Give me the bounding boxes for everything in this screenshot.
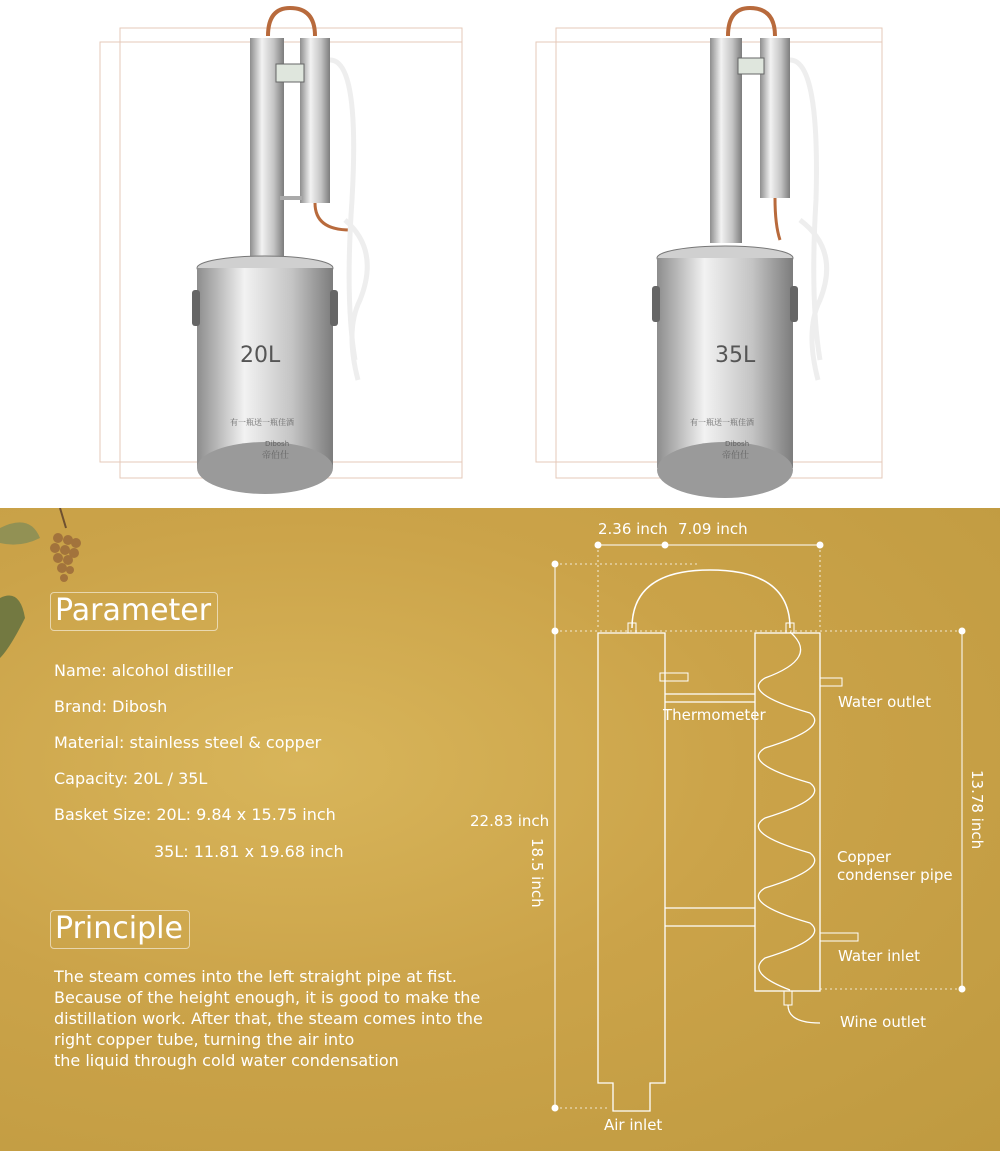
brand-cn: 帝伯仕 [722, 451, 750, 461]
param-capacity: Capacity: 20L / 35L [54, 769, 208, 788]
label-water-outlet: Water outlet [838, 693, 931, 711]
capacity-label: 20L [240, 343, 281, 368]
info-section [0, 508, 1000, 1151]
param-brand: Brand: Dibosh [54, 697, 168, 716]
label-wine-outlet: Wine outlet [840, 1013, 927, 1031]
param-name: Name: alcohol distiller [54, 661, 233, 680]
param-basket-35l: 35L: 11.81 x 19.68 inch [154, 842, 344, 861]
parameter-heading: Parameter [50, 592, 218, 631]
dim-right-pipe: 13.78 inch [968, 770, 986, 850]
thermometer-display-icon [738, 58, 764, 74]
label-thermometer: Thermometer [663, 706, 766, 724]
label-copper-pipe: Copper condenser pipe [837, 848, 953, 884]
capacity-label: 35L [715, 343, 756, 368]
slogan-text: 有一瓶送一瓶佳酒 [230, 418, 294, 427]
principle-line: Because of the height enough, it is good to make the [54, 988, 481, 1007]
label-water-inlet: Water inlet [838, 947, 921, 965]
slogan-text: 有一瓶送一瓶佳酒 [690, 418, 754, 427]
principle-line: The steam comes into the left straight pipe at fist. [54, 967, 458, 986]
dim-total-height: 22.83 inch [470, 812, 550, 830]
principle-line: distillation work. After that, the steam comes into the [54, 1009, 483, 1028]
principle-line: the liquid through cold water condensation [54, 1051, 399, 1070]
product-photos [0, 0, 1000, 508]
principle-line: right copper tube, turning the air into [54, 1030, 355, 1049]
brand-en: Dibosh [265, 440, 290, 448]
product-photo-20l [90, 0, 570, 508]
dim-width-left: 2.36 inch [598, 520, 668, 538]
brand-cn: 帝伯仕 [262, 451, 290, 461]
principle-heading: Principle [50, 910, 190, 949]
dim-width-right: 7.09 inch [678, 520, 748, 538]
param-basket-20l: Basket Size: 20L: 9.84 x 15.75 inch [54, 805, 336, 824]
label-air-inlet: Air inlet [604, 1116, 663, 1134]
dim-left-pipe: 18.5 inch [528, 838, 546, 908]
thermometer-display-icon [276, 64, 304, 82]
product-photo-35l [520, 0, 1000, 508]
param-material: Material: stainless steel & copper [54, 733, 322, 752]
brand-en: Dibosh [725, 440, 750, 448]
